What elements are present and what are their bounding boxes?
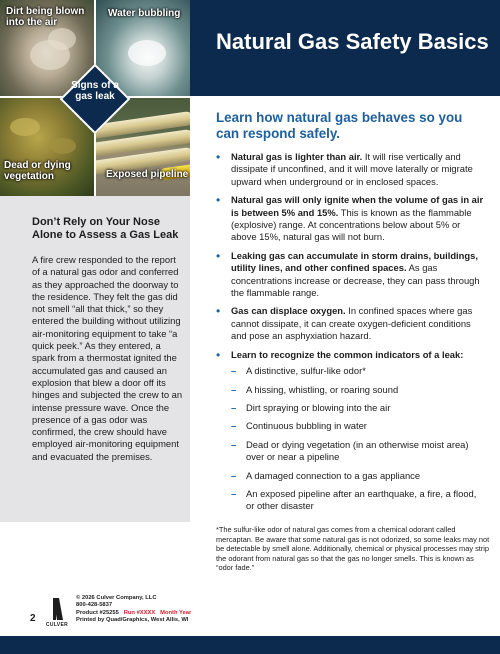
lead-heading: Learn how natural gas behaves so you can respond safely. (216, 110, 463, 141)
bullet-item (216, 151, 486, 188)
bullet-bold: Gas can displace oxygen. (231, 305, 346, 317)
sidebar-body: A fire crew responded to the report of a natural gas odor and conferred as they approached the doorway to the residence. They felt the gas did not smell “all that thick,” so they entered the building without utilizing air-monitoring equipment to take “a quick peek.” As they entered, a spark from a thermostat ignited the accumulated gas and caused an explosion that blew a door off its hinges and subjected the crew to an intense pressure wave. Once the presence of a gas odor was confirmed, the crew should have employed air-monitoring equipment and evacuated the premises. (32, 254, 183, 462)
bullet-item (216, 305, 486, 342)
bullet-text: In confined spaces where gas cannot dissipate, it can create oxygen-deficient conditions and pose an asphyxiation hazard. (231, 305, 473, 342)
bullet-bold: Natural gas is lighter than air. (231, 151, 363, 162)
product-line (76, 610, 191, 617)
bullet-bold: Natural gas will only ignite when the volume of gas in air is between 5% and 15%. (231, 194, 484, 218)
copyright: © 2026 Culver Company, LLC (76, 595, 157, 601)
photo-caption: Water bubbling (108, 8, 181, 19)
product-number: Product #25255 (76, 609, 119, 616)
header-banner (190, 0, 500, 96)
bullet-text: This is known as the flammable (explosive) range. At concentrations below about 5% or above 15%, natural gas will not burn. (231, 206, 472, 243)
footer-credits (76, 595, 191, 625)
indicator-list (231, 365, 486, 513)
photo-collage (0, 0, 190, 196)
photo-caption: Dead or dying vegetation (4, 160, 71, 182)
photo-caption: Dirt being blown into the air (6, 6, 85, 28)
indicator-item: – Dead or dying vegetation (in an otherwise moist area) over or near a pipeline (231, 439, 486, 464)
run-number: Run #XXXX (123, 609, 156, 616)
culver-logo-icon (50, 596, 66, 622)
month-year: Month Year (160, 609, 192, 616)
indicator-item: – Dirt spraying or blowing into the air (231, 402, 486, 414)
indicator-item: – A damaged connection to a gas appliance (231, 470, 486, 482)
bullet-item (216, 250, 486, 300)
bottom-bar (0, 636, 500, 654)
footnote: *The sulfur-like odor of natural gas comes from a chemical odorant called mercaptan. Be aware that some natural gas is not odorized, so some leaks may not be detectable by smell alone. Additionally, chemical or physical processes may strip the odorant from natural gas so that the gas no longer smells. This is known as “odor fade.” (216, 525, 490, 573)
bullet-bold: Leaking gas can accumulate in storm drains, buildings, utility lines, and other confined spaces. (231, 249, 478, 274)
bullet-item (216, 349, 486, 513)
bullet-bold: Learn to recognize the common indicators of a leak: (231, 348, 464, 360)
indicator-item: – A hissing, whistling, or roaring sound (231, 384, 486, 396)
photo-caption: Exposed pipeline (106, 169, 189, 180)
signs-badge-label: Signs of a gas leak (71, 80, 119, 102)
bullet-list (216, 151, 486, 519)
phone: 800-428-5837 (76, 602, 113, 609)
printer: Printed by Quad/Graphics, West Allis, WI (76, 617, 189, 624)
sidebar-panel (0, 196, 190, 522)
page-number: 2 (30, 613, 36, 624)
sidebar-heading: Don’t Rely on Your Nose Alone to Assess a Gas Leak (32, 216, 179, 241)
indicator-item: – Continuous bubbling in water (231, 420, 486, 432)
bullet-text: As gas concentrations increase or decrease, they can pass through the flammable range. (231, 262, 480, 299)
indicator-item: – A distinctive, sulfur-like odor* (231, 365, 486, 377)
bullet-text: It will rise vertically and dissipate if unconfined, and it will move laterally or migrate upward when underground or in enclosed spaces. (231, 151, 473, 187)
page-title: Natural Gas Safety Basics (216, 29, 489, 54)
bullet-item (216, 194, 486, 244)
indicator-item: – An exposed pipeline after an earthquake, a fire, a flood, or other disaster (231, 488, 486, 513)
logo-text: CULVER (46, 622, 68, 628)
